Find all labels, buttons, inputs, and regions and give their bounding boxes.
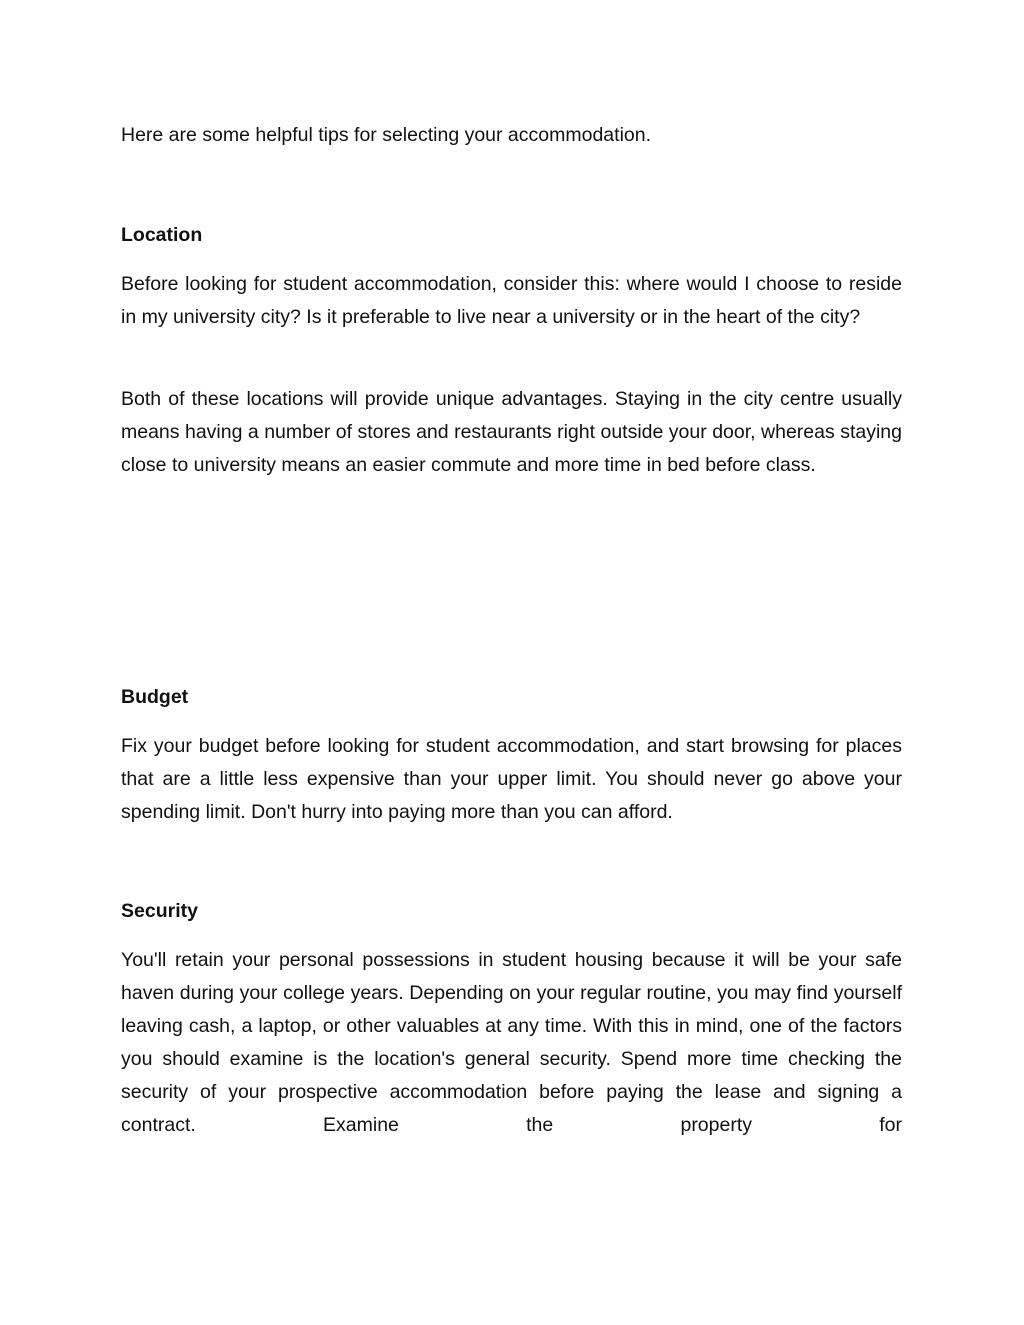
section-heading-security: Security bbox=[121, 900, 198, 922]
location-paragraph-1: Before looking for student accommodation, consider this: where would I choose to reside in my university city? Is it preferable to live near a university or in the heart of the city? bbox=[121, 273, 902, 328]
location-paragraph-2: Both of these locations will provide unique advantages. Staying in the city centre usually means having a number of stores and restaurants right outside your door, whereas staying close to university means an easier commute and more time in bed before class. bbox=[121, 388, 902, 476]
security-paragraph: You'll retain your personal possessions in student housing because it will be your safe haven during your college years. Depending on your regular routine, you may find yourself leaving cash, a laptop, or other valuables at any time. With this in mind, one of the factors you should examine is the location's general security. Spend more time checking the security of your prospective accommodation before paying the lease and signing a contract. Examine the property for bbox=[121, 949, 902, 1136]
budget-paragraph: Fix your budget before looking for student accommodation, and start browsing for places that are a little less expensive than your upper limit. You should never go above your spending limit. Don't hurry into paying more than you can afford. bbox=[121, 735, 902, 823]
intro-paragraph: Here are some helpful tips for selecting your accommodation. bbox=[121, 124, 652, 146]
section-heading-location: Location bbox=[121, 224, 203, 246]
section-heading-budget: Budget bbox=[121, 686, 189, 708]
